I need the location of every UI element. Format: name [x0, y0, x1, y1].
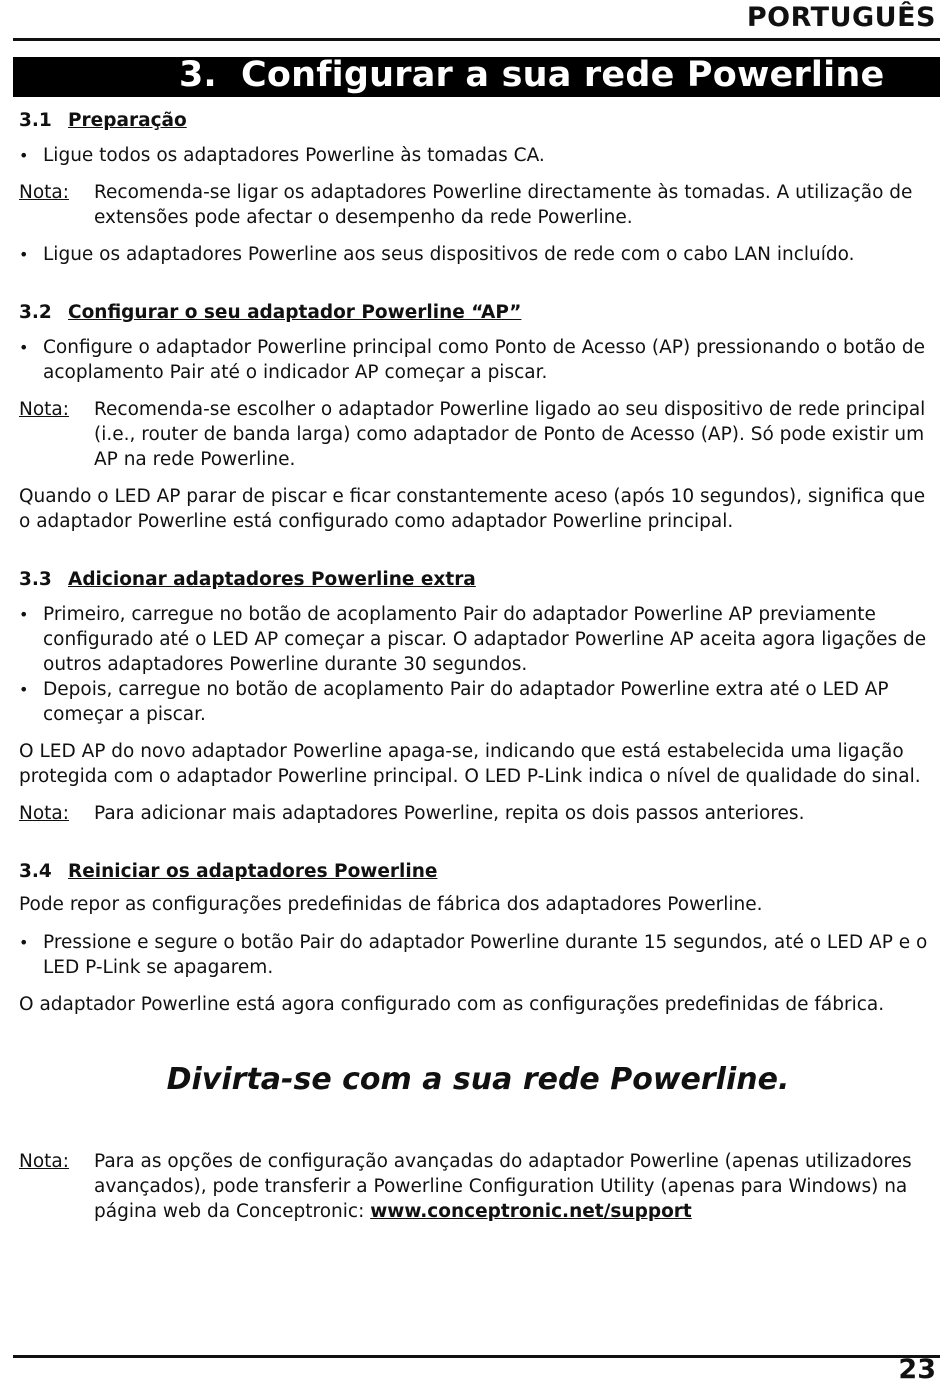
bullet-icon: • — [19, 245, 29, 264]
bullet-icon: • — [19, 338, 29, 357]
list-item: • Configure o adaptador Powerline principal como Ponto de Acesso (AP) pressionando o botão de acoplamento Pair até o indicador AP começar a piscar. — [19, 337, 926, 383]
section-3-2-heading — [19, 300, 931, 325]
support-link[interactable]: www.conceptronic.net/support — [370, 1201, 692, 1222]
closing-tagline: Divirta-se com a sua rede Powerline. — [166, 1062, 790, 1097]
note-block — [19, 180, 931, 230]
note-block — [19, 397, 931, 472]
section-title: Preparação — [68, 110, 187, 131]
section-number: 3.2 — [19, 302, 52, 323]
final-note-block — [19, 1149, 931, 1224]
section-number: 3.3 — [19, 569, 52, 590]
list-item: • Primeiro, carregue no botão de acoplamento Pair do adaptador Powerline AP previamente configurado até o LED AP começar a piscar. O adaptador Powerline AP aceita agora ligações de outros adaptadores Powerline durante 30 segundos. — [19, 604, 927, 675]
bullet-icon: • — [19, 146, 29, 165]
note-text: Recomenda-se ligar os adaptadores Powerline directamente às tomadas. A utilização de extensões pode afectar o desempenho da rede Powerline. — [94, 182, 913, 228]
page-number: 23 — [898, 1354, 936, 1385]
header-rule — [13, 38, 940, 41]
paragraph: Quando o LED AP parar de piscar e ficar constantemente aceso (após 10 segundos), significa que o adaptador Powerline está configurado como adaptador Powerline principal. — [19, 486, 926, 532]
note-text: Recomenda-se escolher o adaptador Powerline ligado ao seu dispositivo de rede principal (i.e., router de banda larga) como adaptador de Ponto de Acesso (AP). Só pode existir um AP na rede Powerline. — [94, 399, 926, 470]
note-block — [19, 801, 931, 826]
list-item: • Pressione e segure o botão Pair do adaptador Powerline durante 15 segundos, até o LED AP e o LED P-Link se apagarem. — [19, 932, 928, 978]
footer-rule — [13, 1355, 940, 1358]
section-title: Reiniciar os adaptadores Powerline — [68, 861, 438, 882]
note-label: Nota: — [19, 1151, 69, 1172]
section-3-4-heading — [19, 859, 931, 884]
page-content — [19, 108, 931, 1224]
section-title: Adicionar adaptadores Powerline extra — [68, 569, 476, 590]
paragraph: O LED AP do novo adaptador Powerline apaga-se, indicando que está estabelecida uma ligação protegida com o adaptador Powerline principal. O LED P-Link indica o nível de qualidade do sinal. — [19, 741, 921, 787]
note-label: Nota: — [19, 803, 69, 824]
section-number: 3.1 — [19, 110, 52, 131]
paragraph: Pode repor as configurações predefinidas de fábrica dos adaptadores Powerline. — [19, 894, 763, 915]
list-item: • Ligue todos os adaptadores Powerline às tomadas CA. — [19, 145, 545, 166]
note-label: Nota: — [19, 399, 69, 420]
bullet-icon: • — [19, 933, 29, 952]
bullet-icon: • — [19, 605, 29, 624]
section-3-1-heading — [19, 108, 931, 133]
note-label: Nota: — [19, 182, 69, 203]
bullet-icon: • — [19, 680, 29, 699]
chapter-title-bar — [13, 57, 940, 97]
list-item: • Depois, carregue no botão de acoplamento Pair do adaptador Powerline extra até o LED AP começar a piscar. — [19, 679, 889, 725]
paragraph: O adaptador Powerline está agora configurado com as configurações predefinidas de fábrica. — [19, 994, 885, 1015]
section-number: 3.4 — [19, 861, 52, 882]
chapter-title: Configurar a sua rede Powerline — [241, 55, 885, 95]
note-text: Para as opções de configuração avançadas do adaptador Powerline (apenas utilizadores avançados), pode transferir a Powerline Configuration Utility (apenas para Windows) na página web da Conceptronic: www.conceptronic.net/support — [94, 1151, 912, 1222]
chapter-number: 3. — [179, 55, 217, 95]
note-text: Para adicionar mais adaptadores Powerline, repita os dois passos anteriores. — [94, 803, 805, 824]
section-3-3-heading — [19, 567, 931, 592]
language-label: PORTUGUÊS — [746, 2, 936, 33]
list-item: • Ligue os adaptadores Powerline aos seus dispositivos de rede com o cabo LAN incluído. — [19, 244, 855, 265]
section-title: Configurar o seu adaptador Powerline “AP” — [68, 302, 522, 323]
